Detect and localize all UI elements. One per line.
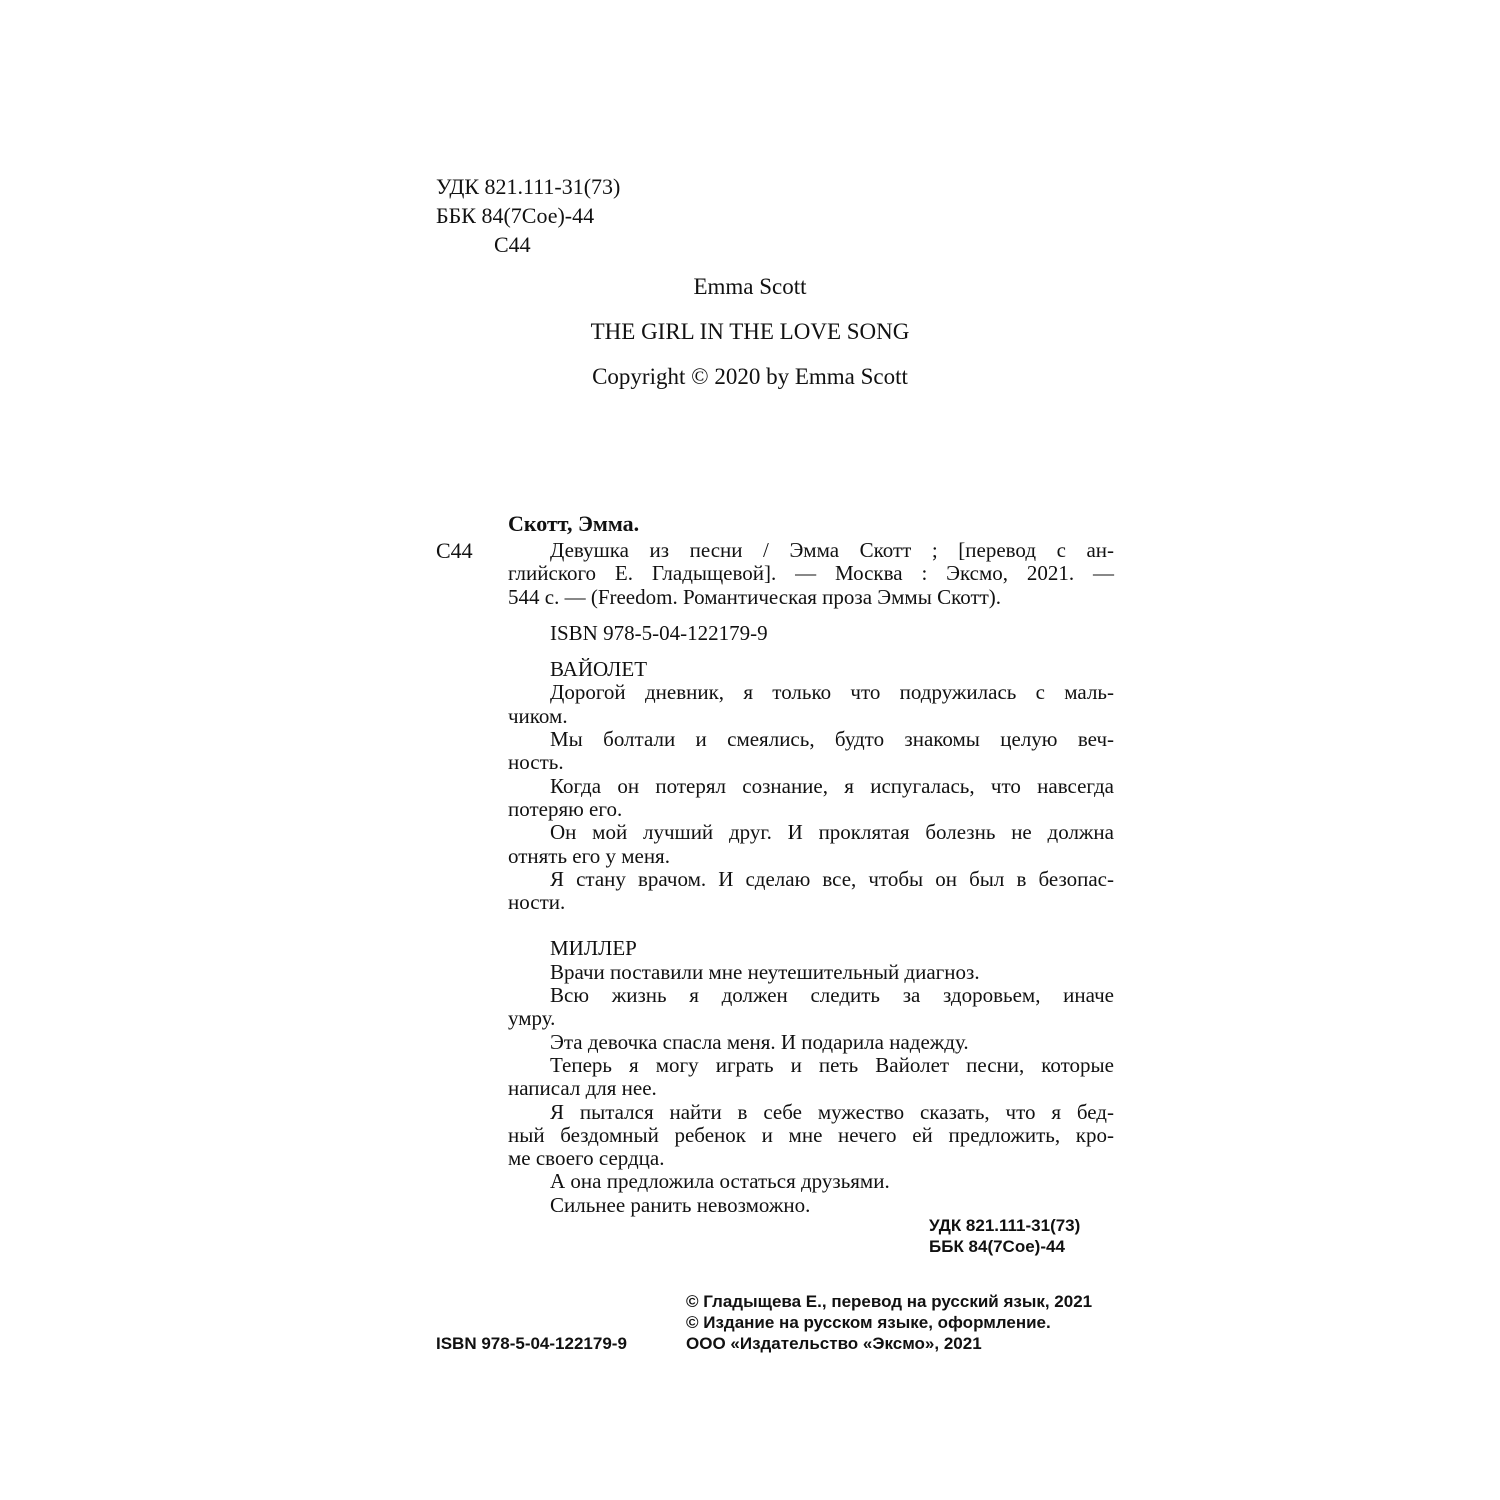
card-author: Скотт, Эмма. [508,511,640,536]
violet-line: Мы болтали и смеялись, будто знакомы целую веч- [550,727,1114,752]
copyright-notices [686,1291,1092,1354]
violet-heading: ВАЙОЛЕТ [550,657,648,682]
violet-line: ности. [508,890,566,915]
violet-line: чиком. [508,703,568,728]
bottom-udk: УДК 821.111-31(73) [929,1216,1081,1235]
biblio-line: 544 с. — (Freedom. Романтическая проза Эммы Скотт). [508,584,1002,609]
miller-heading: МИЛЛЕР [550,936,637,961]
miller-line: Врачи поставили мне неутешительный диагноз. [550,959,980,984]
violet-line: Он мой лучший друг. И проклятая болезнь не должна [550,820,1114,845]
copyright-translation: © Гладыщева Е., перевод на русский язык, 2021 [686,1292,1093,1311]
copyright-publisher: ООО «Издательство «Эксмо», 2021 [686,1334,982,1353]
biblio-line: глийского Е. Гладыщевой]. — Москва : Эксмо, 2021. — [508,561,1114,586]
violet-line: потеряю его. [508,796,623,821]
violet-line: Когда он потерял сознание, я испугалась, что навсегда [550,773,1114,798]
miller-line: ме своего сердца. [508,1146,665,1171]
miller-line: ный бездомный ребенок и мне нечего ей предложить, кро- [508,1122,1114,1147]
violet-section [508,681,1114,914]
miller-line: Я пытался найти в себе мужество сказать, что я бед- [550,1099,1114,1124]
miller-line: Эта девочка спасла меня. И подарила надежду. [550,1029,969,1054]
violet-line: отнять его у меня. [508,843,670,868]
bottom-classification [929,1215,1080,1257]
miller-line: Теперь я могу играть и петь Вайолет песни, которые [550,1052,1114,1077]
top-author-code: С44 [494,232,531,257]
violet-line: Я стану врачом. И сделаю все, чтобы он был в безопас- [550,866,1114,891]
miller-line: умру. [508,1006,556,1031]
original-author: Emma Scott [693,274,807,299]
top-bbk: ББК 84(7Сое)-44 [436,203,595,228]
bottom-bbk: ББК 84(7Сое)-44 [929,1237,1065,1256]
card-author-code: С44 [436,538,473,563]
violet-line: Дорогой дневник, я только что подружилась с маль- [550,680,1114,705]
top-udk: УДК 821.111-31(73) [436,174,621,199]
original-copyright: Copyright © 2020 by Emma Scott [592,364,908,389]
miller-line: Сильнее ранить невозможно. [550,1192,811,1217]
miller-line: Всю жизнь я должен следить за здоровьем, иначе [550,983,1114,1008]
miller-line: написал для нее. [508,1076,657,1101]
card-biblio [508,539,1114,609]
bottom-isbn: ISBN 978-5-04-122179-9 [436,1334,627,1353]
copyright-edition: © Издание на русском языке, оформление. [686,1313,1051,1332]
top-classification [436,172,620,259]
catalog-card [508,511,1114,1217]
miller-section [508,961,1114,1217]
violet-line: ность. [508,750,564,775]
miller-line: А она предложила остаться друзьями. [550,1169,890,1194]
card-isbn: ISBN 978-5-04-122179-9 [550,620,768,645]
biblio-line: Девушка из песни / Эмма Скотт ; [перевод с ан- [550,538,1114,562]
original-title: THE GIRL IN THE LOVE SONG [590,319,910,344]
